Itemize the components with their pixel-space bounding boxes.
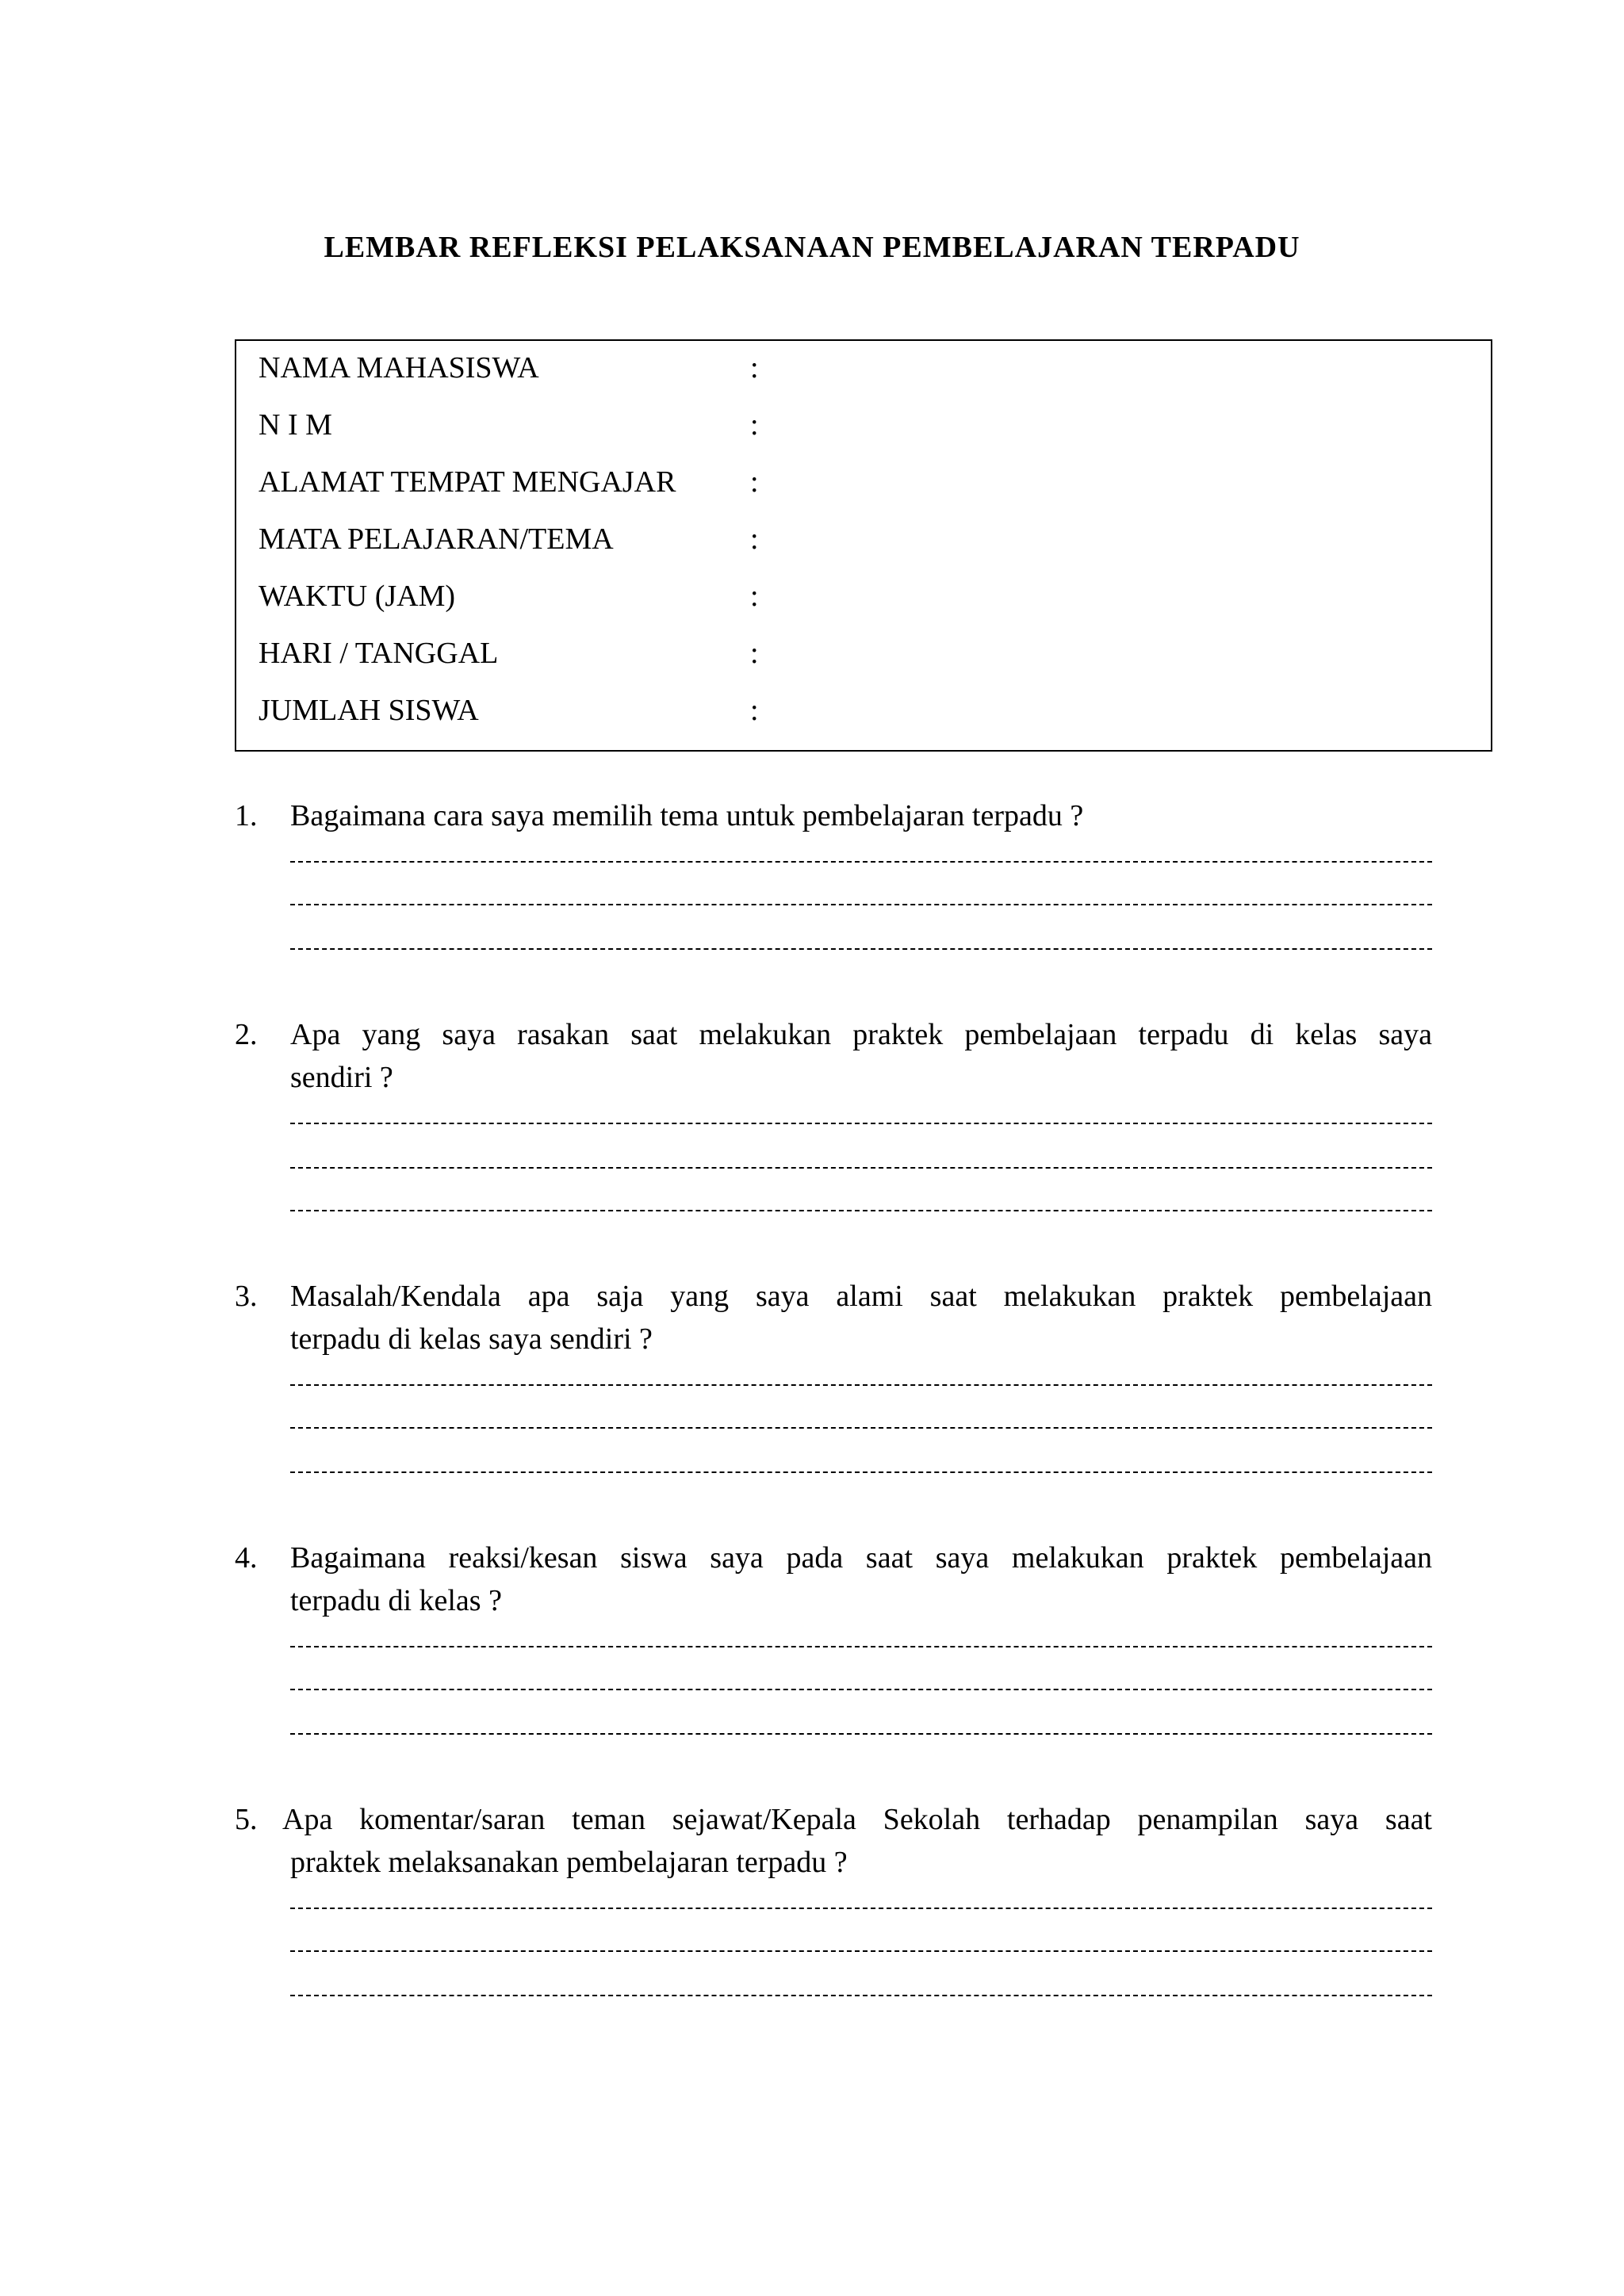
info-row-hari-tanggal xyxy=(259,629,759,677)
info-row-nim xyxy=(259,401,759,449)
info-row-alamat-tempat-mengajar xyxy=(259,458,759,506)
question-text: sendiri ? xyxy=(290,1061,393,1094)
info-label: NAMA MAHASISWA xyxy=(259,351,539,385)
info-label: ALAMAT TEMPAT MENGAJAR xyxy=(259,465,676,499)
question-text: Bagaimana reaksi/kesan siswa saya pada saat saya melakukan praktek pembelajaan xyxy=(290,1541,1432,1575)
answer-line[interactable] xyxy=(290,1427,1432,1429)
answer-line[interactable] xyxy=(290,1646,1432,1647)
answer-line[interactable] xyxy=(290,1733,1432,1735)
info-label: MATA PELAJARAN/TEMA xyxy=(259,522,614,556)
question-text: Apa komentar/saran teman sejawat/Kepala Sekolah terhadap penampilan saya saat xyxy=(282,1803,1432,1836)
question-text: Apa yang saya rasakan saat melakukan praktek pembelajaan terpadu di kelas saya xyxy=(290,1018,1432,1051)
question-text: terpadu di kelas saya sendiri ? xyxy=(290,1322,653,1356)
info-row-jumlah-siswa xyxy=(259,687,759,734)
question-text: terpadu di kelas ? xyxy=(290,1584,502,1617)
answer-line[interactable] xyxy=(290,904,1432,905)
answer-line[interactable] xyxy=(290,1689,1432,1690)
question-text: Bagaimana cara saya memilih tema untuk pembelajaran terpadu ? xyxy=(290,799,1084,832)
question-number: 3. xyxy=(235,1280,258,1313)
answer-line[interactable] xyxy=(290,1908,1432,1909)
info-colon: : xyxy=(750,408,759,442)
info-colon: : xyxy=(750,465,759,499)
answer-line[interactable] xyxy=(290,1950,1432,1952)
info-colon: : xyxy=(750,580,759,613)
question-number: 1. xyxy=(235,799,258,832)
question-text: praktek melaksanakan pembelajaran terpadu ? xyxy=(290,1846,848,1879)
answer-line[interactable] xyxy=(290,1995,1432,1996)
info-label: N I M xyxy=(259,408,332,442)
info-label: HARI / TANGGAL xyxy=(259,637,499,670)
question-text: Masalah/Kendala apa saja yang saya alami saat melakukan praktek pembelajaan xyxy=(290,1280,1432,1313)
info-colon: : xyxy=(750,522,759,556)
question-number: 2. xyxy=(235,1018,258,1051)
info-label: JUMLAH SISWA xyxy=(259,694,479,727)
info-colon: : xyxy=(750,694,759,727)
identity-info-box xyxy=(235,339,1492,752)
info-colon: : xyxy=(750,637,759,670)
question-number: 5. xyxy=(235,1803,258,1836)
info-row-nama-mahasiswa xyxy=(259,344,759,392)
answer-line[interactable] xyxy=(290,1384,1432,1386)
answer-line[interactable] xyxy=(290,1471,1432,1473)
info-label: WAKTU (JAM) xyxy=(259,580,456,613)
answer-line[interactable] xyxy=(290,861,1432,863)
info-row-mata-pelajaran-tema xyxy=(259,515,759,563)
answer-line[interactable] xyxy=(290,1167,1432,1169)
info-colon: : xyxy=(750,351,759,385)
page-title: LEMBAR REFLEKSI PELAKSANAAN PEMBELAJARAN TERPADU xyxy=(324,231,1300,264)
answer-line[interactable] xyxy=(290,948,1432,950)
info-row-waktu-jam xyxy=(259,572,759,620)
question-number: 4. xyxy=(235,1541,258,1575)
answer-line[interactable] xyxy=(290,1123,1432,1124)
answer-line[interactable] xyxy=(290,1210,1432,1211)
